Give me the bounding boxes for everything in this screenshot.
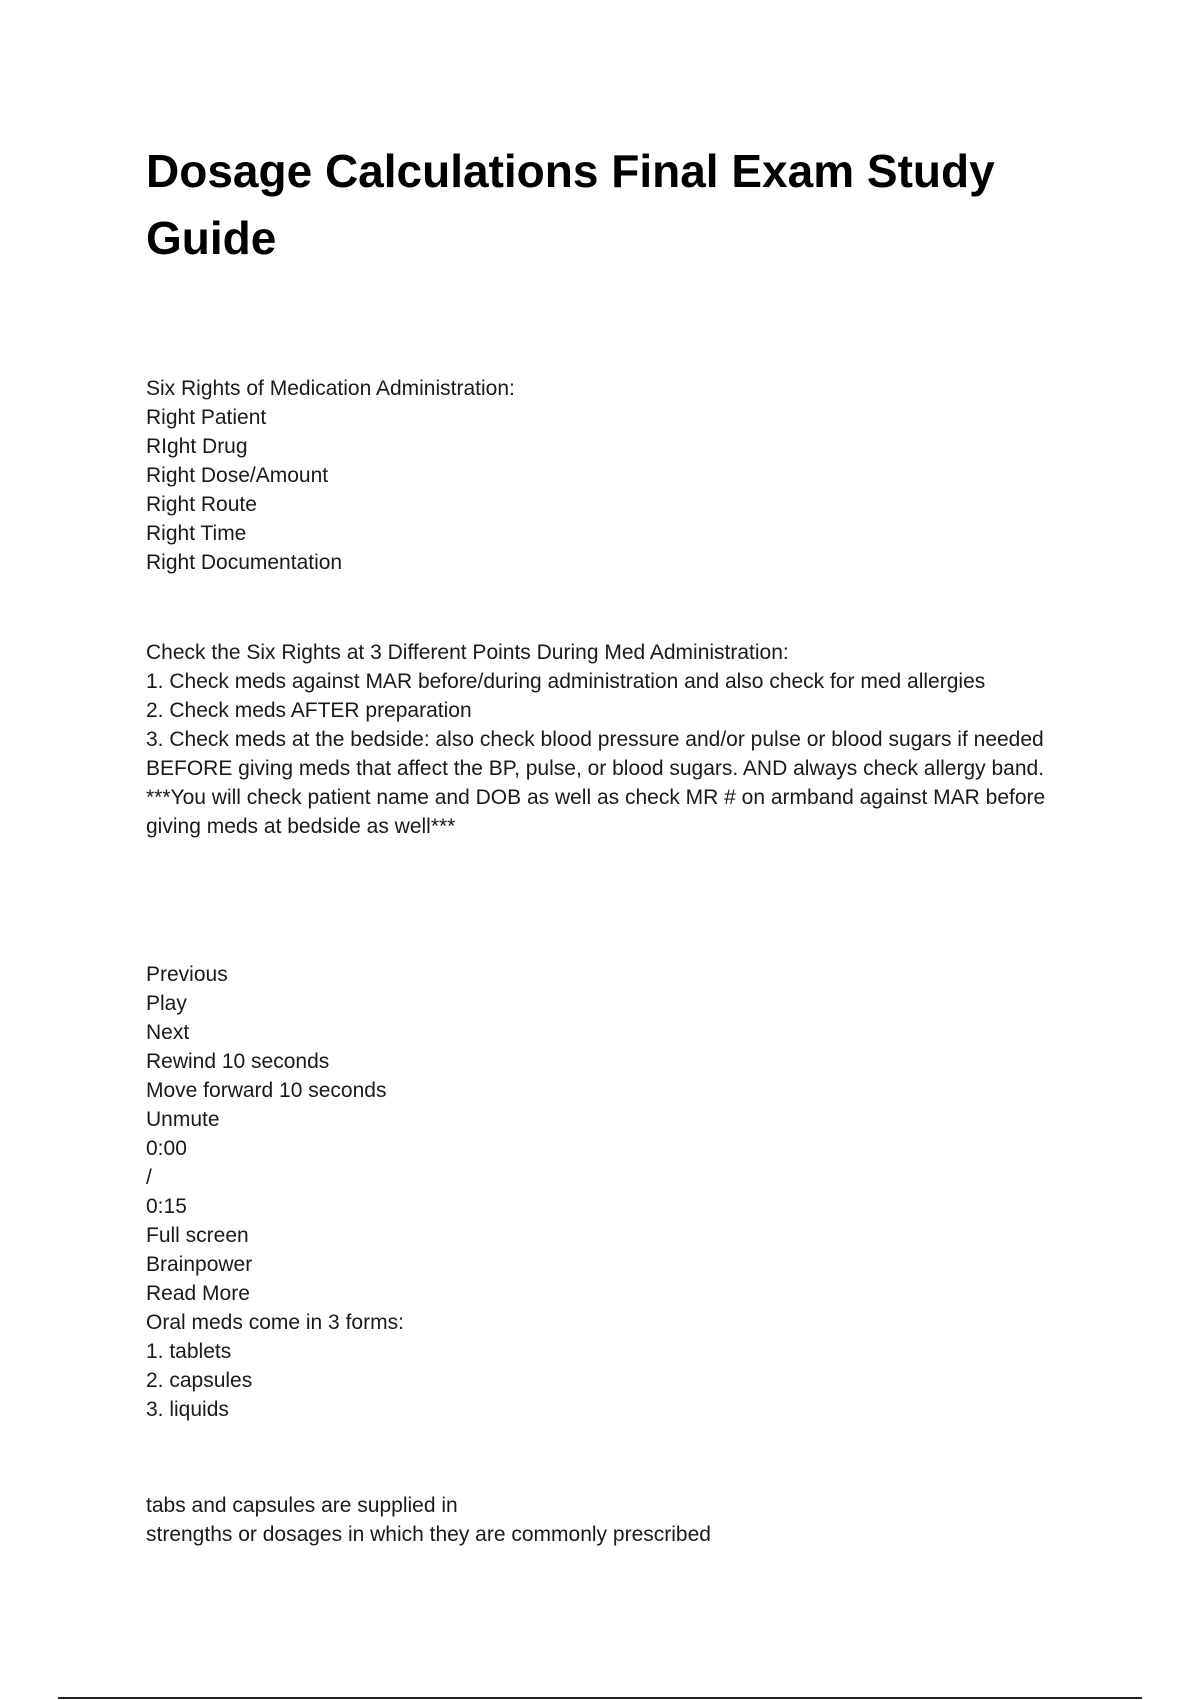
supply-line: tabs and capsules are supplied in — [146, 1494, 458, 1517]
checkpoint-item: 1. Check meds against MAR before/during administration and also check for med allergies — [146, 670, 986, 693]
play-button[interactable]: Play — [146, 992, 187, 1015]
fullscreen-button[interactable]: Full screen — [146, 1224, 249, 1247]
checkpoints-heading: Check the Six Rights at 3 Different Points During Med Administration: — [146, 641, 789, 664]
supply-section — [146, 1491, 1066, 1549]
checkpoints-section — [146, 638, 1066, 841]
footer-divider — [58, 1697, 1142, 1699]
oral-form-item: 3. liquids — [146, 1398, 229, 1421]
checkpoint-item: 2. Check meds AFTER preparation — [146, 699, 472, 722]
oral-forms-heading: Oral meds come in 3 forms: — [146, 1311, 404, 1334]
brand-label: Brainpower — [146, 1253, 253, 1276]
right-item: Right Route — [146, 493, 257, 516]
six-rights-section — [146, 374, 1066, 577]
right-item: Right Patient — [146, 406, 267, 429]
checkpoint-item: 3. Check meds at the bedside: also check blood pressure and/or pulse or blood sugars if needed BEFORE giving meds that affect the BP, pulse, or blood sugars. AND always check allergy band. — [146, 728, 1045, 780]
right-item: Right Documentation — [146, 551, 343, 574]
forward-button[interactable]: Move forward 10 seconds — [146, 1079, 387, 1102]
page-title: Dosage Calculations Final Exam Study Guide — [146, 145, 995, 264]
video-player-text — [146, 960, 1066, 1424]
right-item: Right Dose/Amount — [146, 464, 329, 487]
read-more-link[interactable]: Read More — [146, 1282, 250, 1305]
oral-form-item: 2. capsules — [146, 1369, 253, 1392]
right-item: Right Time — [146, 522, 247, 545]
armband-note: ***You will check patient name and DOB as well as check MR # on armband against MAR before giving meds at bedside as well*** — [146, 786, 1046, 838]
supply-line: strengths or dosages in which they are commonly prescribed — [146, 1523, 711, 1546]
time-separator: / — [146, 1166, 152, 1189]
duration: 0:15 — [146, 1195, 187, 1218]
unmute-button[interactable]: Unmute — [146, 1108, 220, 1131]
next-button[interactable]: Next — [146, 1021, 190, 1044]
current-time: 0:00 — [146, 1137, 187, 1160]
oral-form-item: 1. tablets — [146, 1340, 232, 1363]
six-rights-heading: Six Rights of Medication Administration: — [146, 377, 515, 400]
previous-button[interactable]: Previous — [146, 963, 228, 986]
rewind-button[interactable]: Rewind 10 seconds — [146, 1050, 330, 1073]
right-item: RIght Drug — [146, 435, 248, 458]
